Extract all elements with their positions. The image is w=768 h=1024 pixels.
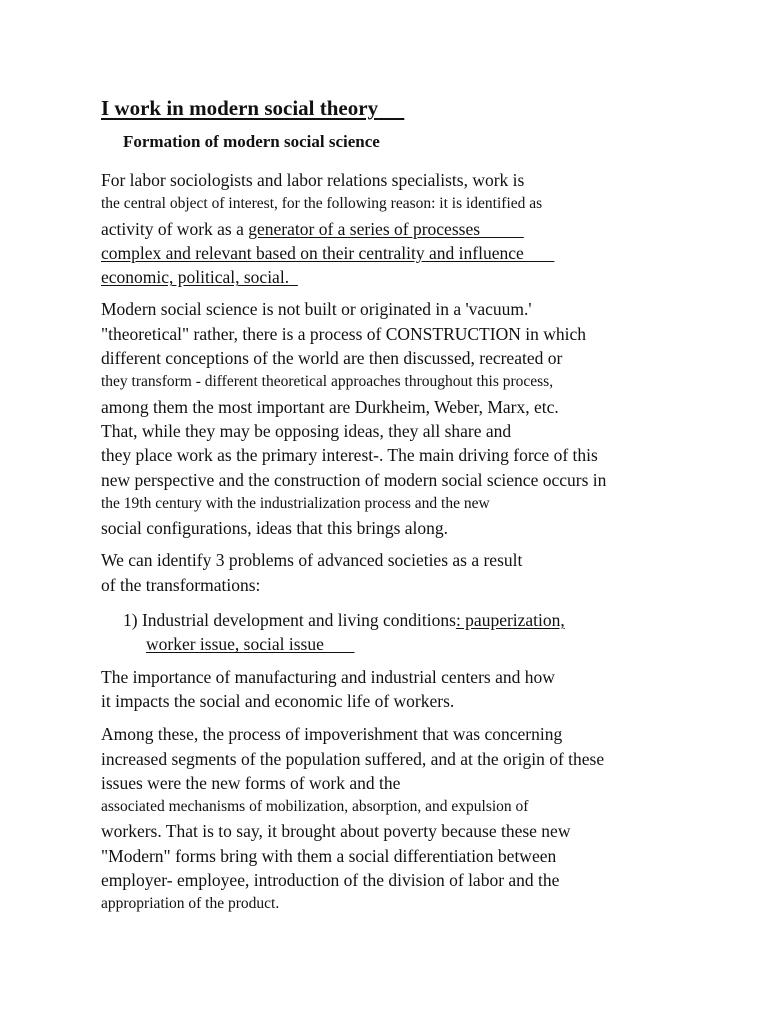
document-page: [101, 94, 701, 917]
text-line: "Modern" forms bring with them a social differentiation between: [101, 845, 557, 866]
document-title: [101, 94, 701, 122]
text-line: Among these, the process of impoverishment that was concerning: [101, 724, 563, 745]
text-line: social configurations, ideas that this brings along.: [101, 518, 449, 539]
paragraph-impoverishment: [101, 722, 701, 916]
text-line: For labor sociologists and labor relations specialists, work is: [101, 170, 525, 190]
list-marker: 1): [123, 610, 142, 631]
text-line: [101, 265, 701, 289]
text-line: That, while they may be opposing ideas, they all share and: [101, 420, 512, 441]
text-line: among them the most important are Durkheim, Weber, Marx, etc.: [101, 396, 559, 417]
text-line: We can identify 3 problems of advanced societies as a result: [101, 550, 523, 571]
text-line: [101, 217, 701, 241]
text-line: they place work as the primary interest-. The main driving force of this: [101, 445, 598, 466]
text-line: "theoretical" rather, there is a process of CONSTRUCTION in which: [101, 323, 586, 344]
numbered-list: [101, 608, 701, 657]
text-line: Modern social science is not built or originated in a 'vacuum.': [101, 299, 532, 320]
text-line: [101, 241, 701, 265]
underlined-text: complex and relevant based on their centrality and influence: [101, 242, 555, 263]
text-line: associated mechanisms of mobilization, absorption, and expulsion of: [101, 798, 529, 816]
section-subtitle: Formation of modern social science: [123, 132, 380, 151]
paragraph-three-problems: [101, 548, 701, 597]
text-line: different conceptions of the world are then discussed, recreated or: [101, 348, 563, 369]
text-run: activity of work as a: [101, 218, 249, 239]
text-line: issues were the new forms of work and the: [101, 772, 401, 793]
paragraph-manufacturing: [101, 665, 701, 714]
text-line: increased segments of the population suffered, and at the origin of these: [101, 748, 605, 769]
title-underline-tail: [378, 96, 404, 120]
text-line: employer- employee, introduction of the division of labor and the: [101, 870, 560, 891]
text-line: The importance of manufacturing and industrial centers and how: [101, 666, 555, 687]
paragraph-modern-social-science: [101, 297, 701, 540]
list-item: [123, 608, 701, 632]
text-line: they transform - different theoretical approaches throughout this process,: [101, 373, 554, 391]
text-line: workers. That is to say, it brought about poverty because these new: [101, 821, 571, 842]
text-run: Industrial development and living conditions: [141, 610, 456, 631]
text-line: the central object of interest, for the following reason: it is identified as: [101, 195, 543, 213]
title-text: I work in modern social theory: [101, 96, 379, 120]
list-item-continuation: [123, 632, 701, 656]
underlined-text: : pauperization,: [455, 610, 565, 631]
underlined-text: generator of a series of processes: [248, 218, 524, 239]
text-line: it impacts the social and economic life of workers.: [101, 690, 455, 711]
paragraph-work-definition: [101, 168, 701, 289]
underlined-text: economic, political, social.: [101, 267, 298, 288]
text-line: the 19th century with the industrialization process and the new: [101, 494, 490, 512]
text-line: new perspective and the construction of modern social science occurs in: [101, 469, 607, 490]
underlined-text: worker issue, social issue: [146, 634, 355, 655]
text-line: appropriation of the product.: [101, 895, 280, 913]
text-line: of the transformations:: [101, 574, 261, 595]
